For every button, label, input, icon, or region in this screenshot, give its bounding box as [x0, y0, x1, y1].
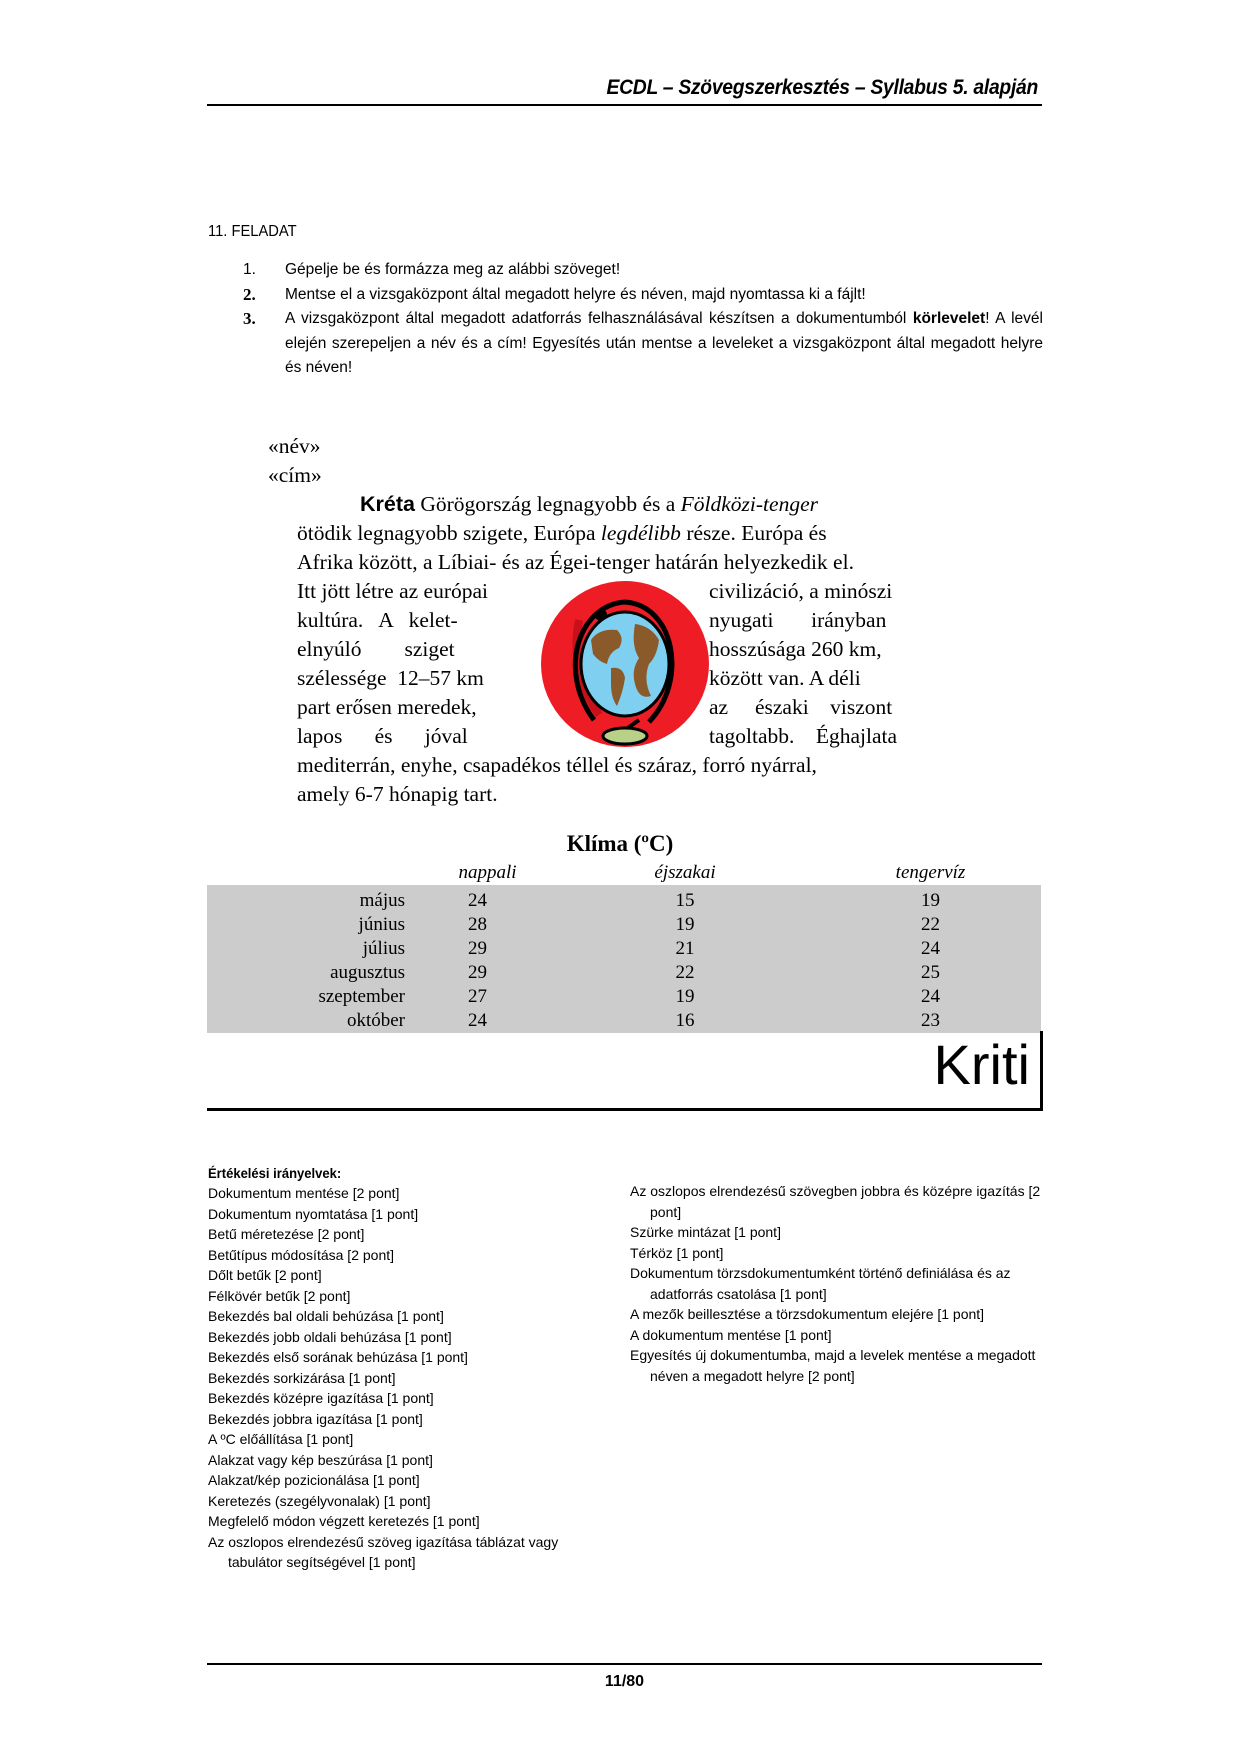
- table-row: [207, 885, 1041, 913]
- instruction-item: [243, 307, 1043, 381]
- instruction-number: 3.: [243, 309, 256, 328]
- month-cell: szeptember: [207, 985, 405, 1009]
- instruction-text: A vizsgaközpont által megadott adatforrás felhasználásával készítsen a dokumentumból: [285, 310, 913, 327]
- evaluation-item: Keretezés (szegélyvonalak) [1 pont]: [208, 1492, 431, 1509]
- right-line: között van. A déli: [709, 666, 861, 690]
- night-temp-cell: 19: [550, 913, 820, 937]
- evaluation-item: Megfelelő módon végzett keretezés [1 pont]: [208, 1513, 480, 1529]
- evaluation-item: Dokumentum törzsdokumentumként történő definiálása és az adatforrás csatolása [1 pont]: [630, 1265, 1011, 1302]
- paragraph-line: Afrika között, a Líbiai- és az Égei-tenger határán helyezkedik el.: [297, 550, 854, 574]
- evaluation-item: Dokumentum nyomtatása [1 pont]: [208, 1205, 419, 1222]
- italic-run: legdélibb: [600, 521, 681, 545]
- month-cell: július: [207, 937, 405, 961]
- italic-run: Földközi-tenger: [680, 492, 818, 516]
- right-column: [709, 577, 949, 751]
- header-title: ECDL – Szövegszerkesztés – Syllabus 5. alapján: [606, 76, 1038, 99]
- right-line: nyugati irányban: [709, 608, 887, 632]
- table-row: [207, 985, 1041, 1009]
- evaluation-item: Térköz [1 pont]: [630, 1244, 724, 1261]
- left-line: lapos és jóval: [297, 724, 468, 748]
- column-header-night: éjszakai: [654, 862, 716, 883]
- evaluation-item: Bekezdés jobbra igazítása [1 pont]: [208, 1410, 423, 1427]
- day-temp-cell: 24: [405, 885, 550, 913]
- column-header: [405, 861, 550, 885]
- merge-field-address: «cím»: [268, 463, 322, 487]
- paragraph-line: amely 6-7 hónapig tart.: [297, 782, 498, 806]
- column-header-day: nappali: [458, 862, 517, 883]
- evaluation-item: Bekezdés első sorának behúzása [1 pont]: [208, 1349, 468, 1365]
- evaluation-item: Dokumentum mentése [2 pont]: [208, 1185, 400, 1201]
- evaluation-item: Bekezdés bal oldali behúzása [1 pont]: [208, 1308, 444, 1324]
- evaluation-item: Az oszlopos elrendezésű szöveg igazítása táblázat vagy tabulátor segítségével [1 pont]: [208, 1533, 559, 1570]
- evaluation-item: Alakzat vagy kép beszúrása [1 pont]: [208, 1451, 433, 1468]
- evaluation-item: Betűtípus módosítása [2 pont]: [208, 1246, 395, 1263]
- left-line: elnyúló sziget: [297, 637, 455, 661]
- table-row: [207, 961, 1041, 985]
- left-line: szélessége 12–57 km: [297, 666, 484, 690]
- left-line: kultúra. A kelet-: [297, 608, 458, 632]
- right-line: hosszúsága 260 km,: [709, 637, 882, 661]
- instruction-bold-term: körlevelet: [912, 310, 986, 327]
- evaluation-item: A ºC előállítása [1 pont]: [208, 1431, 354, 1447]
- night-temp-cell: 16: [550, 1009, 820, 1033]
- evaluation-item: Egyesítés új dokumentumba, majd a levelek mentése a megadott néven a megadott helyre [2 pont]: [630, 1347, 1036, 1384]
- instruction-item: [243, 283, 1043, 308]
- evaluation-item: Dőlt betűk [2 pont]: [208, 1267, 322, 1283]
- night-temp-cell: 22: [550, 961, 820, 985]
- instruction-number: 2.: [243, 284, 256, 304]
- merge-field-name: «név»: [268, 434, 321, 458]
- sea-temp-cell: 24: [820, 985, 1041, 1009]
- table-row: [207, 1009, 1041, 1033]
- right-line: az északi viszont: [709, 695, 893, 719]
- left-line: Itt jött létre az európai: [297, 579, 489, 603]
- night-temp-cell: 21: [550, 937, 820, 961]
- instruction-text: ! A levél elején szerepeljen a név és a cím! Egyesítés után mentse a leveleket a vizsgaközpont által megadott helyre és néven!: [285, 310, 1043, 376]
- kriti-label: Kriti: [933, 1033, 1030, 1096]
- evaluation-item: Szürke mintázat [1 pont]: [630, 1224, 781, 1240]
- month-cell: június: [207, 913, 405, 937]
- evaluation-title: Értékelési irányelvek:: [208, 1165, 342, 1181]
- left-line: part erősen meredek,: [297, 695, 477, 719]
- day-temp-cell: 24: [405, 1009, 550, 1033]
- table-header-row: [207, 861, 1041, 885]
- instruction-text: Mentse el a vizsgaközpont által megadott helyre és néven, majd nyomtassa ki a fájlt!: [285, 285, 866, 303]
- lead-word: Kréta: [360, 492, 415, 516]
- month-cell: augusztus: [207, 961, 405, 985]
- day-temp-cell: 29: [405, 937, 550, 961]
- task-title: 11. FELADAT: [208, 223, 297, 240]
- globe-icon: [539, 580, 711, 749]
- page-footer: [207, 1663, 1042, 1690]
- sea-temp-cell: 24: [820, 937, 1041, 961]
- instruction-item: [243, 258, 1043, 283]
- sea-temp-cell: 22: [820, 913, 1041, 937]
- evaluation-item: Bekezdés középre igazítása [1 pont]: [208, 1390, 434, 1406]
- sea-temp-cell: 25: [820, 961, 1041, 985]
- month-cell: május: [207, 885, 405, 913]
- month-cell: október: [207, 1009, 405, 1033]
- evaluation-right-column: [630, 1181, 1050, 1386]
- climate-title: Klíma (ºC): [566, 831, 674, 856]
- evaluation-left-column: [208, 1183, 588, 1573]
- evaluation-section: [208, 1163, 1043, 1570]
- paragraph-line: [297, 519, 949, 548]
- page-header: [207, 74, 1042, 106]
- evaluation-item: Bekezdés sorkizárása [1 pont]: [208, 1369, 396, 1386]
- day-temp-cell: 28: [405, 913, 550, 937]
- night-temp-cell: 19: [550, 985, 820, 1009]
- column-header-month: [207, 861, 405, 885]
- sea-temp-cell: 19: [820, 885, 1041, 913]
- night-temp-cell: 15: [550, 885, 820, 913]
- right-line: tagoltabb. Éghajlata: [709, 724, 898, 748]
- instruction-number: 1.: [243, 261, 256, 278]
- day-temp-cell: 29: [405, 961, 550, 985]
- instruction-text: Gépelje be és formázza meg az alábbi szöveget!: [285, 261, 621, 278]
- day-temp-cell: 27: [405, 985, 550, 1009]
- evaluation-item: Az oszlopos elrendezésű szövegben jobbra és középre igazítás [2 pont]: [630, 1183, 1041, 1220]
- sea-temp-cell: 23: [820, 1009, 1041, 1033]
- evaluation-item: Betű méretezése [2 pont]: [208, 1226, 365, 1242]
- text-run: ötödik legnagyobb szigete, Európa: [297, 521, 601, 545]
- text-run: Görögország legnagyobb és a: [414, 492, 681, 516]
- instruction-list: [243, 258, 1043, 381]
- kriti-box: [207, 1031, 1043, 1111]
- right-line: civilizáció, a minószi: [709, 579, 893, 603]
- evaluation-item: A dokumentum mentése [1 pont]: [630, 1326, 832, 1343]
- climate-table: [207, 861, 1041, 1033]
- paragraph-line: mediterrán, enyhe, csapadékos téllel és száraz, forró nyárral,: [297, 753, 817, 777]
- evaluation-item: Félkövér betűk [2 pont]: [208, 1287, 351, 1304]
- evaluation-item: Bekezdés jobb oldali behúzása [1 pont]: [208, 1328, 452, 1345]
- table-row: [207, 913, 1041, 937]
- text-run: része. Európa és: [680, 521, 827, 545]
- paragraph-line: [297, 490, 949, 519]
- left-column: [297, 577, 537, 751]
- evaluation-item: Alakzat/kép pozicionálása [1 pont]: [208, 1472, 420, 1488]
- column-header-sea: tengervíz: [895, 862, 966, 883]
- evaluation-item: A mezők beillesztése a törzsdokumentum elejére [1 pont]: [630, 1306, 985, 1322]
- table-row: [207, 937, 1041, 961]
- page-number: 11/80: [604, 1673, 645, 1690]
